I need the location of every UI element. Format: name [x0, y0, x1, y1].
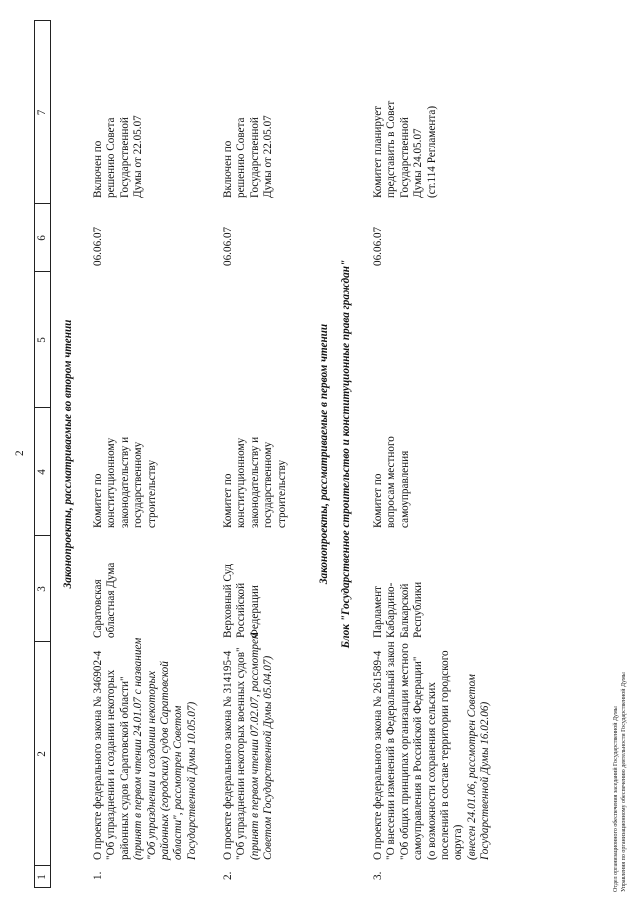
- row-3-decision: Комитет планирует представить в Совет Государственной Думы 24.05.07 (ст.114 Регламента): [372, 100, 438, 198]
- row-2-date: 06.06.07: [222, 226, 234, 266]
- table-top-border: [34, 20, 35, 888]
- footer-department: Отдел организационного обеспечения заседаний Государственной Думы Управления по организационному обеспечению деятельности Государственной Думы: [613, 672, 627, 892]
- column-header-5: 5: [36, 337, 48, 343]
- row-1-title: О проекте федерального закона № 346902-4 "Об упразднении и создании некоторых районных судов Саратовской области" (принят в первом чтении 24.01.07 с названием "Об упразднении и создании некоторых районных (городских) судов Саратовской области", рассмотрен Советом Государственной Думы 10.05.07): [92, 637, 198, 860]
- column-header-3: 3: [36, 586, 48, 592]
- section-title-first-reading: Законопроекты, рассматриваемые в первом чтении: [318, 323, 330, 585]
- row-2-initiator: Верховный Суд Российской Федерации: [222, 563, 261, 638]
- row-1-decision: Включен по решению Совета Государственной Думы от 22.05.07: [92, 115, 145, 198]
- row-3-committee: Комитет по вопросам местного самоуправления: [372, 436, 411, 528]
- block-title: Блок "Государственное строительство и конституционные права граждан": [340, 259, 352, 649]
- row-3-title: О проекте федерального закона № 261589-4 "О внесении изменений в Федеральный закон "Об общих принципах организации местного самоуправления в Российской Федерации" (о возможности сохранения сельских поселений в составе территории городского округа) (внесен 24.01.06, рассмотрен Советом Государственной Думы 16.02.06): [372, 641, 492, 860]
- page-number: 2: [14, 450, 26, 456]
- column-header-1: 1: [36, 874, 48, 880]
- row-1-number: 1.: [92, 871, 104, 880]
- row-2-number: 2.: [222, 871, 234, 880]
- row-2-title: О проекте федерального закона № 314195-4 "Об упразднении некоторых военных судов" (принят в первом чтении 07.02.07, рассмотрен Советом Государственной Думы 05.04.07): [222, 633, 275, 860]
- column-header-2: 2: [36, 751, 48, 757]
- row-3-initiator: Парламент Кабардино- Балкарской Республики: [372, 581, 425, 638]
- row-1-initiator: Саратовская областная Дума: [92, 562, 118, 638]
- row-1-date: 06.06.07: [92, 226, 104, 266]
- row-2-committee: Комитет по конституционному законодательству и государственному строительству: [222, 436, 288, 528]
- table-header-bottom-border: [50, 20, 51, 888]
- row-2-decision: Включен по решению Совета Государственной Думы от 22.05.07: [222, 115, 275, 198]
- section-title-second-reading: Законопроекты, рассматриваемые во втором чтении: [62, 319, 74, 589]
- column-header-7: 7: [36, 109, 48, 116]
- row-3-number: 3.: [372, 871, 384, 880]
- row-3-date: 06.06.07: [372, 226, 384, 266]
- column-header-4: 4: [36, 469, 48, 475]
- row-1-committee: Комитет по конституционному законодательству и государственному строительству: [92, 436, 158, 528]
- column-header-6: 6: [36, 235, 48, 241]
